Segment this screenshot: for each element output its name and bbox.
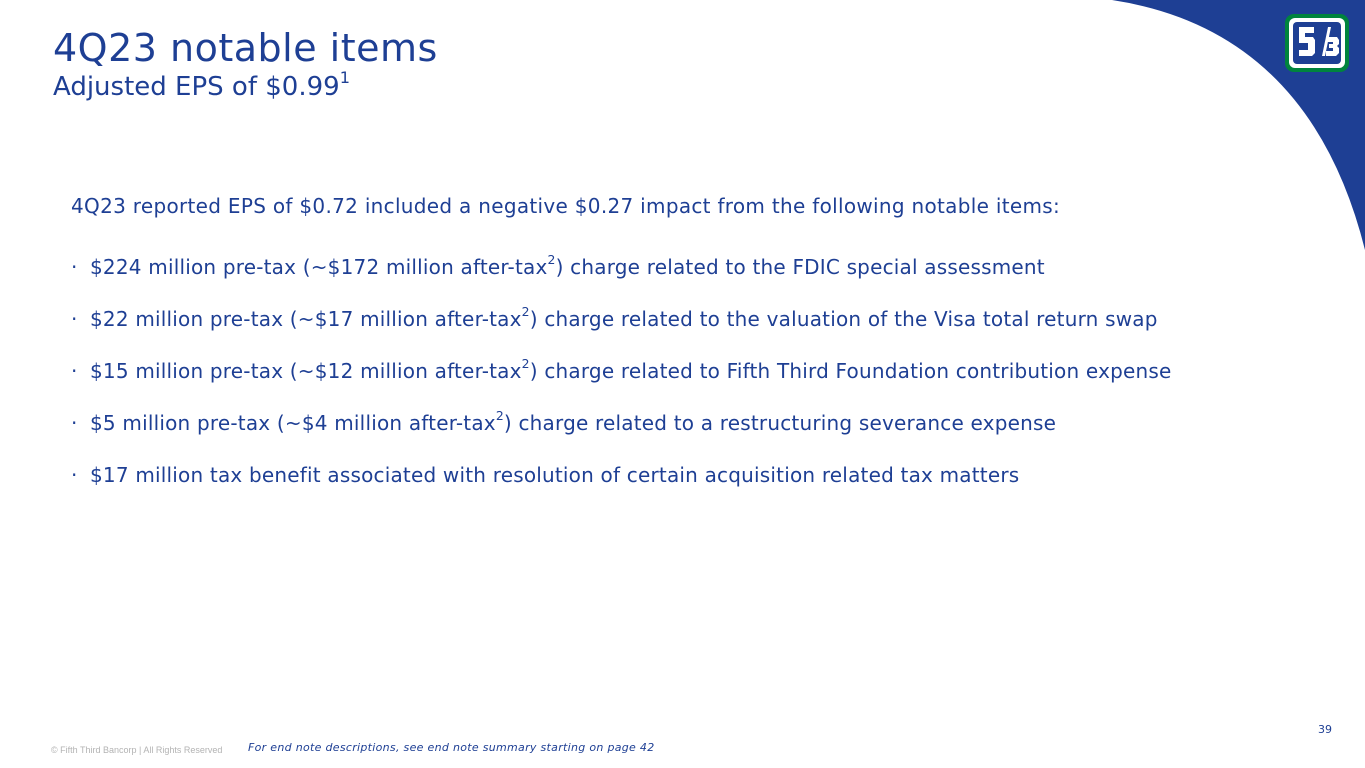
copyright-notice: © Fifth Third Bancorp | All Rights Reserved — [51, 745, 223, 755]
item-text: $224 million pre-tax (~$172 million after-tax — [90, 255, 548, 279]
list-item — [71, 306, 1172, 332]
item-text: $17 million tax benefit associated with resolution of certain acquisition related tax matters — [90, 463, 1020, 487]
footnote-marker: 2 — [521, 304, 530, 320]
footnote-marker: 2 — [495, 408, 504, 424]
bullet-marker: · — [71, 255, 78, 279]
intro-text: 4Q23 reported EPS of $0.72 included a negative $0.27 impact from the following notable items: — [71, 194, 1060, 218]
bullet-marker: · — [71, 463, 78, 487]
item-text: $22 million pre-tax (~$17 million after-tax — [90, 307, 522, 331]
footnote-marker: 2 — [547, 252, 556, 268]
item-text-tail: ) charge related to Fifth Third Foundation contribution expense — [529, 359, 1172, 383]
item-text-tail: ) charge related to a restructuring severance expense — [503, 411, 1057, 435]
bullet-marker: · — [71, 411, 78, 435]
item-text: $15 million pre-tax (~$12 million after-tax — [90, 359, 522, 383]
list-item — [71, 358, 1172, 384]
bullet-marker: · — [71, 307, 78, 331]
page-title: 4Q23 notable items — [53, 26, 438, 70]
page-subtitle — [53, 67, 350, 104]
fifth-third-logo-icon — [1284, 13, 1350, 73]
subtitle-footnote-marker: 1 — [339, 67, 350, 87]
item-text: $5 million pre-tax (~$4 million after-tax — [90, 411, 496, 435]
item-text-tail: ) charge related to the FDIC special assessment — [555, 255, 1045, 279]
bullet-marker: · — [71, 359, 78, 383]
list-item — [71, 410, 1172, 436]
notable-items-list — [71, 254, 1172, 514]
list-item — [71, 254, 1172, 280]
subtitle-text: Adjusted EPS of $0.99 — [53, 72, 340, 102]
item-text-tail: ) charge related to the valuation of the Visa total return swap — [529, 307, 1158, 331]
list-item — [71, 462, 1172, 488]
endnote-reference: For end note descriptions, see end note summary starting on page 42 — [248, 741, 655, 754]
footnote-marker: 2 — [521, 356, 530, 372]
page-number: 39 — [1318, 723, 1332, 736]
